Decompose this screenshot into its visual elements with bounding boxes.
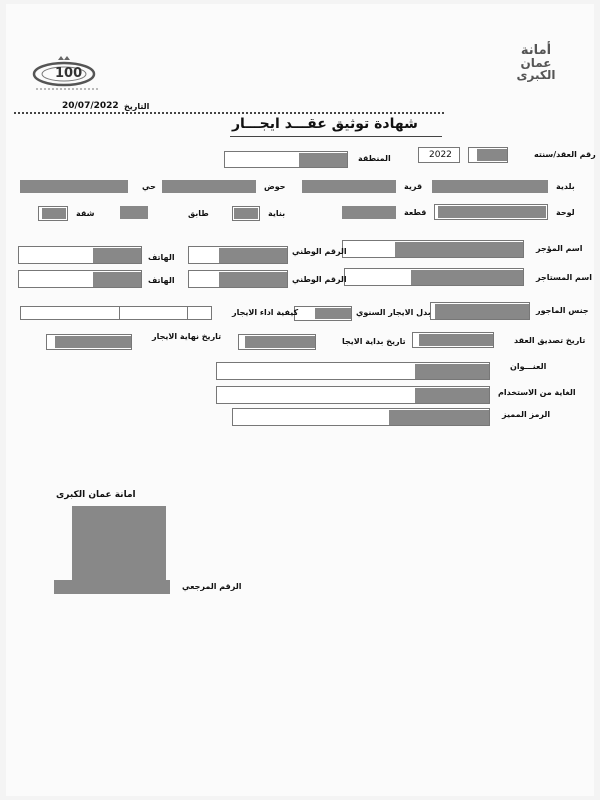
redaction <box>395 242 523 257</box>
redaction <box>93 248 141 263</box>
address-field <box>216 362 490 380</box>
tenant-name-label: اسم المستاجر <box>536 273 592 282</box>
village-field <box>302 180 396 193</box>
lessor-name-label: اسم المؤجر <box>536 244 583 253</box>
reference-number-label: الرقم المرجعي <box>182 582 242 591</box>
basin-label: حوض <box>264 182 286 191</box>
village-label: قرية <box>404 182 423 191</box>
municipality-label: بلدية <box>556 182 575 191</box>
redaction <box>234 208 258 219</box>
start-date-field <box>238 334 316 350</box>
purpose-field <box>216 386 490 404</box>
redaction <box>389 410 489 425</box>
tenant-nid-field <box>188 270 288 288</box>
redaction <box>438 206 546 218</box>
redaction <box>245 336 315 348</box>
apartment-field <box>38 206 68 221</box>
redaction <box>219 248 287 263</box>
tenant-phone-field <box>18 270 142 288</box>
centenary-logo-number: 100 <box>55 66 83 81</box>
end-date-label: تاريخ نهاية الايجار <box>152 332 222 341</box>
redaction <box>315 308 351 319</box>
tenant-name-field <box>344 268 524 286</box>
lessor-name-field <box>342 240 524 258</box>
field-divider <box>119 307 120 319</box>
qr-code <box>72 506 166 580</box>
redaction <box>419 334 493 346</box>
lessor-phone-field <box>18 246 142 264</box>
header-divider <box>14 112 444 114</box>
payment-method-label: كيفية اداء الايجار <box>232 308 299 317</box>
contract-number-field <box>468 147 508 163</box>
redaction <box>415 388 489 403</box>
basin-field <box>162 180 256 193</box>
lessor-nid-label: الرقم الوطني <box>292 247 347 256</box>
plate-label: لوحة <box>556 208 575 217</box>
special-code-field <box>232 408 490 426</box>
floor-label: طابق <box>188 209 209 218</box>
title-underline <box>230 136 442 137</box>
certificate-page <box>6 4 594 796</box>
date-label: التاريخ <box>124 102 150 111</box>
municipality-field <box>432 180 548 193</box>
redaction <box>299 153 347 167</box>
annual-rent-field <box>294 306 352 321</box>
redaction <box>42 208 66 219</box>
purpose-label: الغاية من الاستخدام <box>498 388 576 397</box>
region-label: المنطقة <box>358 154 391 163</box>
contract-year-field <box>418 147 460 163</box>
leased-type-field <box>430 302 530 320</box>
annual-rent-label: بدل الايجار السنوي <box>356 308 431 317</box>
gam-logo <box>506 44 566 100</box>
contract-number-label: رقم العقد/سنته <box>534 150 596 159</box>
plate-field <box>434 204 548 220</box>
lessor-phone-label: الهاتف <box>148 253 175 262</box>
centenary-logo <box>28 56 108 92</box>
field-divider <box>187 307 188 319</box>
redaction <box>477 149 507 161</box>
lessor-nid-field <box>188 246 288 264</box>
quarter-field <box>20 180 128 193</box>
apartment-label: شقة <box>76 209 95 218</box>
building-label: بناية <box>268 209 286 218</box>
reference-number-field <box>54 580 170 594</box>
address-label: العنـــوان <box>510 362 547 371</box>
redaction <box>411 270 523 285</box>
floor-field <box>120 206 148 219</box>
parcel-field <box>342 206 396 219</box>
gam-logo-line2: عمان <box>520 56 552 70</box>
page-title: شهادة توثيق عقـــد ايجـــار <box>232 116 418 132</box>
gam-logo-line1: أمانة <box>520 43 552 58</box>
redaction <box>93 272 141 287</box>
redaction <box>219 272 287 287</box>
building-field <box>232 206 260 221</box>
end-date-field <box>46 334 132 350</box>
tenant-nid-label: الرقم الوطني <box>292 275 347 284</box>
redaction <box>415 364 489 379</box>
redaction <box>55 336 131 348</box>
special-code-label: الرمز المميز <box>502 410 551 419</box>
gam-logo-line3: الكبرى <box>516 68 556 82</box>
date-value: 20/07/2022 <box>62 101 119 111</box>
quarter-label: حي <box>142 182 156 191</box>
contract-year-value: 2022 <box>429 150 452 160</box>
payment-method-field <box>20 306 212 320</box>
contract-date-label: تاريخ تصديق العقد <box>514 336 586 345</box>
region-field <box>224 151 348 168</box>
leased-type-label: جنس الماجور <box>536 306 589 315</box>
tenant-phone-label: الهاتف <box>148 276 175 285</box>
redaction <box>435 304 529 319</box>
start-date-label: تاريخ بداية الايجا <box>342 337 406 346</box>
parcel-label: قطعة <box>404 208 427 217</box>
contract-date-field <box>412 332 494 348</box>
authority-name: امانة عمان الكبرى <box>56 490 136 500</box>
